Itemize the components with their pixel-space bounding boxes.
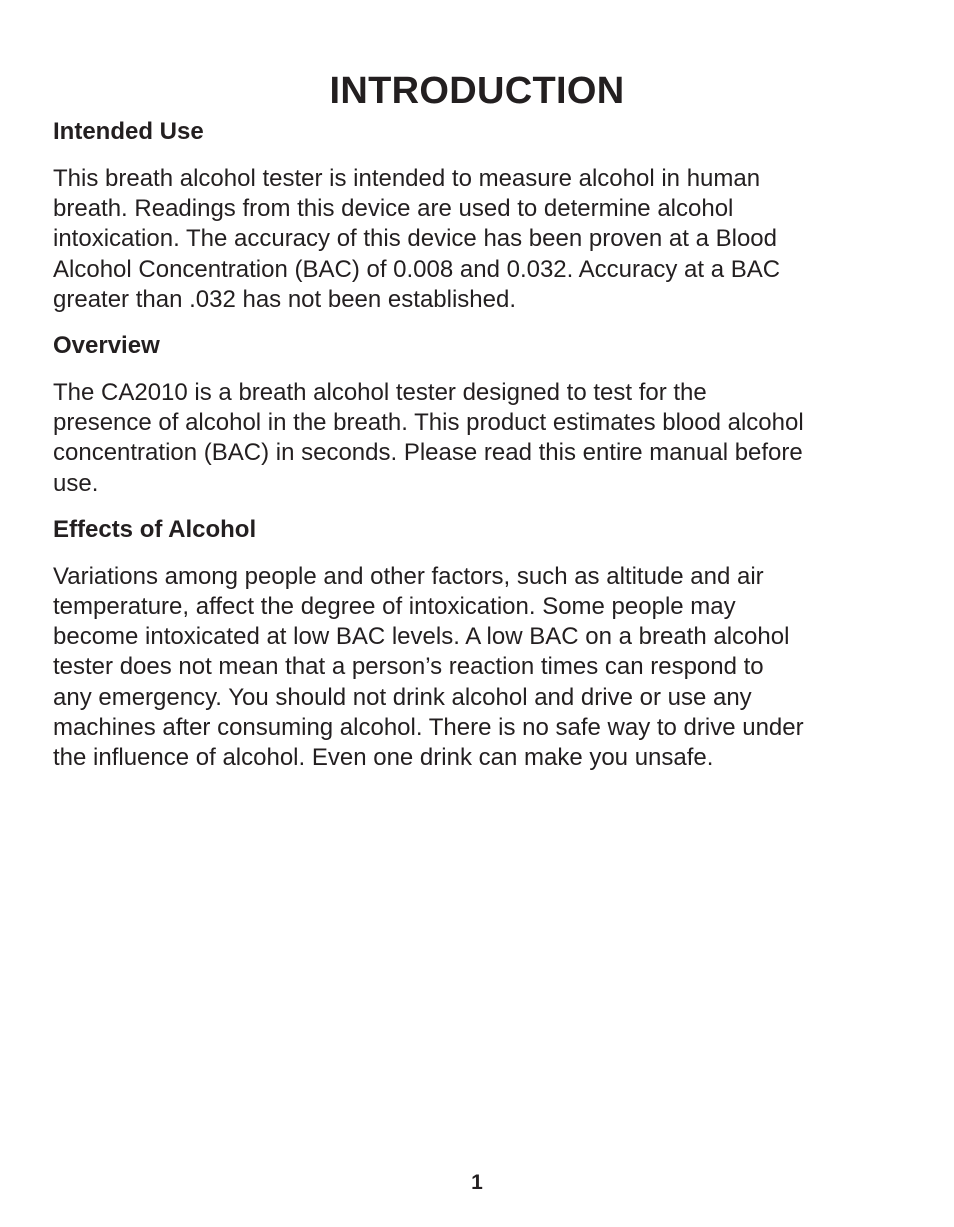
section-heading: Effects of Alcohol [53,515,257,543]
page-title: INTRODUCTION [329,70,625,113]
section-intended-use [53,117,913,315]
page-number: 1 [471,1171,483,1194]
section-effects-of-alcohol [53,515,913,773]
section-paragraph: The CA2010 is a breath alcohol tester designed to test for the presence of alcohol in the breath. This product estimates blood alcohol concentration (BAC) in seconds. Please read this entire manual before use. [53,379,804,497]
document-body [53,117,913,789]
section-heading: Intended Use [53,118,204,145]
section-overview [53,331,913,499]
section-paragraph: This breath alcohol tester is intended to measure alcohol in human breath. Readings from this device are used to determine alcohol intoxication. The accuracy of this device has been proven at a Blood Alcohol Concentration (BAC) of 0.008 and 0.032. Accuracy at a BAC greater than .032 has not been established. [53,165,781,313]
section-heading: Overview [53,332,160,360]
section-paragraph: Variations among people and other factors, such as altitude and air temperature, affect the degree of intoxication. Some people may become intoxicated at low BAC levels. A low BAC on a breath alcohol tester does not mean that a person’s reaction times can respond to any emergency. You should not drink alcohol and drive or use any machines after consuming alcohol. There is no safe way to drive under the influence of alcohol. Even one drink can make you unsafe. [53,562,804,772]
